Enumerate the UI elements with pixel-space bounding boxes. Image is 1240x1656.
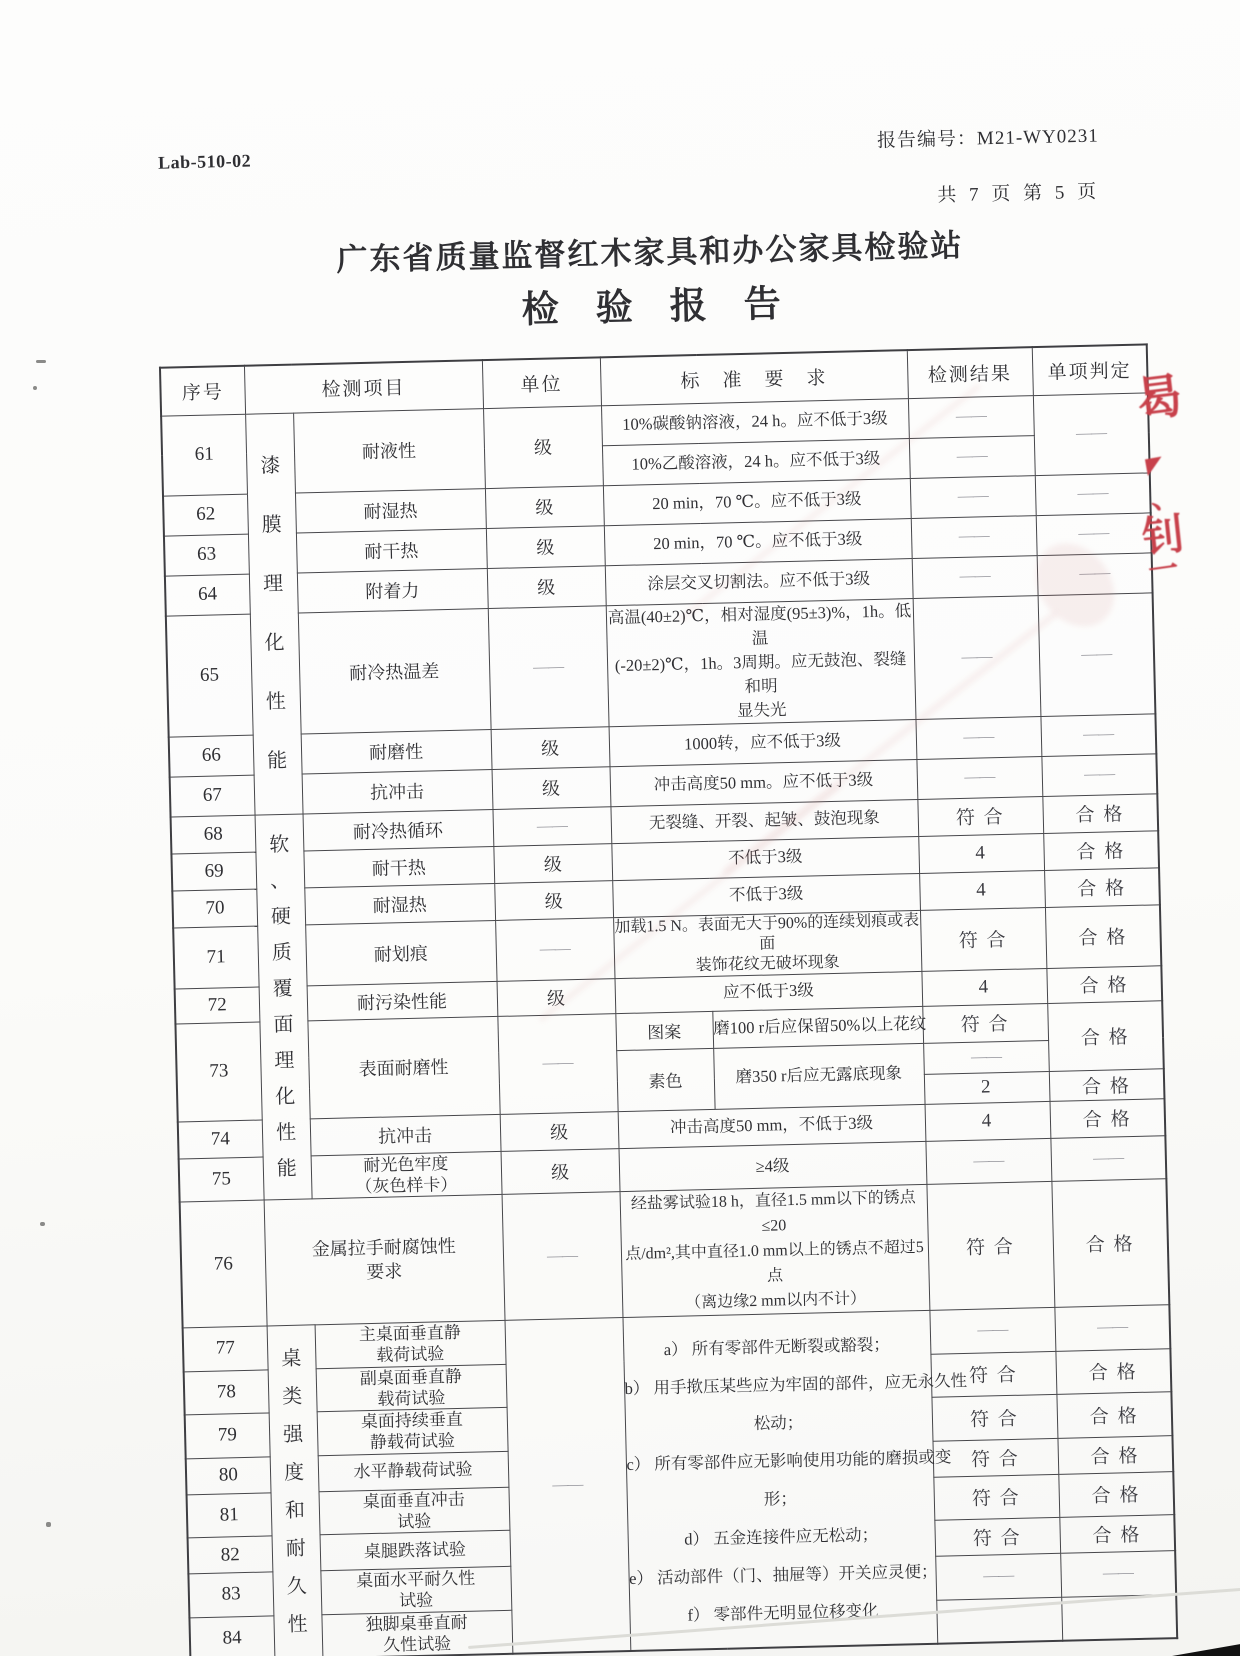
- row-number: 69: [171, 852, 256, 891]
- judgment: 合 格: [1047, 1000, 1164, 1071]
- test-item: 桌腿跌落试验: [320, 1530, 511, 1570]
- unit: 级: [485, 485, 604, 528]
- test-item: 耐划痕: [305, 920, 496, 985]
- standard-requirement: 10%碳酸钠溶液，24 h。应不低于3级: [601, 398, 909, 445]
- test-item: 抗冲击: [310, 1114, 501, 1155]
- test-item: 表面耐磨性: [307, 1016, 499, 1118]
- standard-requirement: 经盐雾试验18 h，直径1.5 mm以下的锈点≤20 点/dm²,其中直径1.0 mm以上的锈点不超过5点 （离边缘2 mm以内不计）: [620, 1184, 930, 1317]
- row-number: 83: [188, 1572, 273, 1617]
- judgment: 合 格: [1055, 1348, 1171, 1394]
- col-header-item: 检测项目: [244, 360, 483, 414]
- judgment: ——: [1033, 392, 1150, 475]
- test-item: 桌面水平耐久性 试验: [320, 1566, 511, 1614]
- test-result: ——: [915, 716, 1041, 759]
- standard-requirement: 无裂缝、开裂、起皱、鼓泡现象: [610, 799, 918, 843]
- test-item: 耐湿热: [304, 883, 495, 924]
- test-result: 符 合: [933, 1438, 1059, 1477]
- test-result: ——: [929, 1307, 1055, 1353]
- unit: 级: [492, 766, 611, 809]
- judgment: 合 格: [1046, 965, 1162, 1003]
- test-item: 耐污染性能: [307, 981, 498, 1020]
- group-label-paint-film: 漆膜理化性能: [245, 413, 302, 815]
- test-result: 2: [924, 1071, 1050, 1104]
- col-header-no: 序号: [160, 366, 245, 416]
- standard-requirement: 高温(40±2)℃，相对湿度(95±3)%，1h。低温 (-20±2)℃，1h。3周期。应无鼓泡、裂缝和明 显失光: [606, 598, 916, 726]
- test-result: 4: [919, 870, 1045, 910]
- unit: 级: [491, 726, 610, 769]
- report-number: 报告编号：M21-WY0231: [876, 125, 1100, 152]
- test-result: 符 合: [933, 1474, 1059, 1520]
- judgment: 合 格: [1057, 1435, 1173, 1474]
- test-item: 水平静载荷试验: [318, 1451, 509, 1491]
- requirement-line: c） 所有零部件应无影响使用功能的磨损或变: [626, 1447, 952, 1475]
- standard-requirement: 涂层交叉切割法。应不低于3级: [605, 558, 913, 605]
- judgment: ——: [1038, 592, 1156, 716]
- row-number: 75: [179, 1157, 264, 1202]
- standard-requirement: 冲击高度50 mm。应不低于3级: [610, 759, 918, 806]
- standard-requirement: 加载1.5 N。表面无大于90%的连续划痕或表面 装饰花纹无破坏现象: [613, 910, 921, 978]
- row-number: 84: [189, 1615, 274, 1656]
- test-result: ——: [909, 435, 1035, 478]
- requirement-line: e） 活动部件（门、抽屉等）开关应灵便；: [628, 1561, 938, 1588]
- row-number: 66: [169, 735, 254, 777]
- standard-requirement: 磨100 r后应保留50%以上花纹: [712, 1006, 923, 1048]
- judgment: 合 格: [1058, 1471, 1174, 1517]
- requirement-line: 形；: [763, 1489, 798, 1509]
- unit: 级: [501, 1148, 620, 1194]
- row-number: 74: [178, 1120, 263, 1159]
- judgment: ——: [1060, 1551, 1176, 1597]
- inspection-table: [159, 343, 1178, 1656]
- test-result: ——: [910, 475, 1036, 518]
- standard-requirement: ≥4级: [619, 1141, 927, 1192]
- test-result: ——: [925, 1138, 1051, 1184]
- row-number: 62: [163, 494, 248, 536]
- standard-requirement: 10%乙酸溶液，24 h。应不低于3级: [602, 438, 910, 485]
- test-result: 符 合: [922, 1003, 1048, 1043]
- judgment: 合 格: [1043, 830, 1159, 870]
- unit: 级: [486, 525, 605, 568]
- standard-requirement: 冲击高度50 mm，不低于3级: [618, 1104, 926, 1148]
- unit: ——: [505, 1318, 631, 1654]
- stamp-fragment: ◤: [1143, 450, 1165, 479]
- margin-speck: [36, 360, 46, 363]
- unit: 级: [487, 565, 606, 608]
- standard-requirement: 20 min，70 ℃。应不低于3级: [603, 478, 911, 525]
- test-result: 符 合: [926, 1181, 1054, 1310]
- test-result: 符 合: [934, 1517, 1060, 1556]
- unit: ——: [497, 1013, 617, 1114]
- row-number: 76: [180, 1200, 267, 1328]
- test-item: 金属拉手耐腐蚀性 要求: [264, 1194, 505, 1326]
- unit: ——: [488, 605, 609, 729]
- row-number: 70: [172, 889, 257, 928]
- col-header-judgment: 单项判定: [1032, 344, 1148, 395]
- row-number: 64: [165, 574, 250, 616]
- test-result: ——: [911, 515, 1037, 558]
- judgment: ——: [1050, 1135, 1166, 1181]
- test-item: 耐液性: [293, 408, 485, 492]
- unit: ——: [492, 806, 611, 846]
- requirement-line: a） 所有零部件无断裂或豁裂；: [663, 1334, 890, 1360]
- sub-label-plain: 素色: [616, 1048, 714, 1111]
- standard-requirement: 应不低于3级: [615, 971, 923, 1013]
- unit: 级: [493, 843, 612, 883]
- test-item: 独脚桌垂直耐 久性试验: [321, 1610, 512, 1656]
- test-item: 耐冷热循环: [303, 809, 494, 850]
- test-item: 耐光色牢度 （灰色样卡）: [311, 1151, 502, 1199]
- test-item: 桌面持续垂直 静载荷试验: [317, 1407, 508, 1455]
- judgment: 合 格: [1056, 1392, 1172, 1438]
- test-result: ——: [935, 1553, 1061, 1599]
- row-number: 65: [166, 614, 253, 737]
- requirement-line: b） 用手揿压某些应为牢固的部件，应无永久性: [624, 1370, 968, 1399]
- requirement-line: d） 五金连接件应无松动；: [684, 1525, 879, 1549]
- judgment: ——: [1037, 552, 1153, 595]
- judgment: 合 格: [1045, 904, 1161, 968]
- judgment: ——: [1041, 753, 1157, 796]
- row-number: 79: [185, 1413, 270, 1458]
- group-label-desk: 桌类强度和耐久性: [267, 1325, 323, 1656]
- requirement-line: f） 零部件无明显位移变化: [687, 1601, 879, 1625]
- unit: 级: [494, 880, 613, 920]
- row-number: 67: [170, 775, 255, 817]
- row-number: 68: [171, 815, 256, 854]
- unit: 级: [497, 978, 616, 1016]
- test-item: 耐磨性: [301, 729, 492, 773]
- col-header-unit: 单位: [482, 357, 601, 408]
- test-result: ——: [912, 555, 1038, 598]
- col-header-result: 检测结果: [907, 347, 1033, 398]
- row-number: 73: [175, 1022, 261, 1122]
- station-title: 广东省质量监督红木家具和办公家具检验站: [336, 227, 964, 278]
- test-item: 耐冷热温差: [298, 608, 491, 733]
- standard-requirement-list: [623, 1310, 968, 1651]
- col-header-standard: 标 准 要 求: [600, 350, 908, 405]
- test-item: 耐干热: [296, 528, 487, 572]
- standard-requirement: 20 min，70 ℃。应不低于3级: [604, 518, 912, 565]
- table-row: [180, 1179, 1170, 1328]
- test-result: ——: [908, 395, 1034, 438]
- judgment: 合 格: [1049, 1068, 1165, 1101]
- stamp-fragment: 、: [1148, 479, 1183, 516]
- judgment: 合 格: [1059, 1515, 1175, 1554]
- margin-speck: [33, 386, 37, 390]
- test-result: ——: [916, 756, 1042, 799]
- report-title: 检 验 报 告: [521, 284, 782, 332]
- test-item: 主桌面垂直静 载荷试验: [315, 1320, 506, 1368]
- photo-corner-shadow: [1172, 1642, 1240, 1656]
- test-item: 抗冲击: [302, 769, 493, 813]
- standard-requirement: 不低于3级: [611, 836, 919, 880]
- table-row: [166, 592, 1156, 736]
- test-item: 耐湿热: [295, 488, 486, 532]
- row-number: 61: [161, 414, 247, 496]
- unit: ——: [502, 1192, 623, 1321]
- test-result: ——: [923, 1040, 1049, 1074]
- test-item: 耐干热: [303, 846, 494, 887]
- row-number: 63: [164, 534, 249, 576]
- requirement-line: 松动；: [753, 1412, 804, 1434]
- test-result: 4: [918, 833, 1044, 873]
- judgment: ——: [1036, 512, 1152, 555]
- group-label-soft-hard: 软、硬质覆面理化性能: [255, 813, 312, 1200]
- unit: 级: [500, 1111, 619, 1151]
- test-result: 符 合: [917, 796, 1043, 836]
- report-meta: [877, 121, 1101, 209]
- row-number: 78: [184, 1369, 269, 1414]
- row-number: 71: [173, 926, 258, 989]
- row-number: 72: [175, 987, 260, 1024]
- judgment: 合 格: [1050, 1098, 1166, 1138]
- page-indicator: 共 7 页 第 5 页: [937, 181, 1101, 207]
- margin-speck: [40, 1222, 45, 1226]
- standard-requirement: 1000转，应不低于3级: [609, 719, 917, 766]
- margin-speck: [46, 1522, 51, 1527]
- stamp-fragment: 一: [1146, 552, 1181, 589]
- test-result: 4: [921, 968, 1047, 1006]
- test-item: 附着力: [297, 568, 488, 612]
- test-result: 符 合: [920, 907, 1046, 971]
- judgment: 合 格: [1051, 1179, 1169, 1308]
- sub-label-pattern: 图案: [615, 1011, 713, 1050]
- test-item: 桌面垂直冲击 试验: [318, 1487, 509, 1535]
- unit: 级: [483, 405, 603, 488]
- standard-requirement: 不低于3级: [612, 873, 920, 917]
- stamp-fragment: 曷: [1133, 370, 1186, 427]
- stamp-fragment: 钊: [1140, 511, 1187, 563]
- judgment: 合 格: [1044, 867, 1160, 907]
- test-result: 符 合: [931, 1394, 1057, 1440]
- test-result: ——: [913, 595, 1041, 719]
- row-number: 82: [188, 1536, 273, 1574]
- judgment: ——: [1035, 472, 1151, 515]
- test-result: 符 合: [930, 1351, 1056, 1397]
- lab-code: Lab-510-02: [157, 150, 252, 173]
- judgment: ——: [1054, 1305, 1170, 1351]
- judgment: 合 格: [1042, 793, 1158, 833]
- row-number: 80: [186, 1456, 271, 1494]
- report-content: [154, 118, 1174, 1655]
- test-result: 4: [925, 1101, 1051, 1141]
- test-item: 副桌面垂直静 载荷试验: [316, 1364, 507, 1412]
- standard-requirement: 磨350 r后应无露底现象: [713, 1043, 924, 1109]
- row-number: 77: [183, 1326, 268, 1371]
- judgment: ——: [1040, 713, 1156, 756]
- unit: ——: [495, 917, 614, 981]
- row-number: 81: [187, 1492, 272, 1537]
